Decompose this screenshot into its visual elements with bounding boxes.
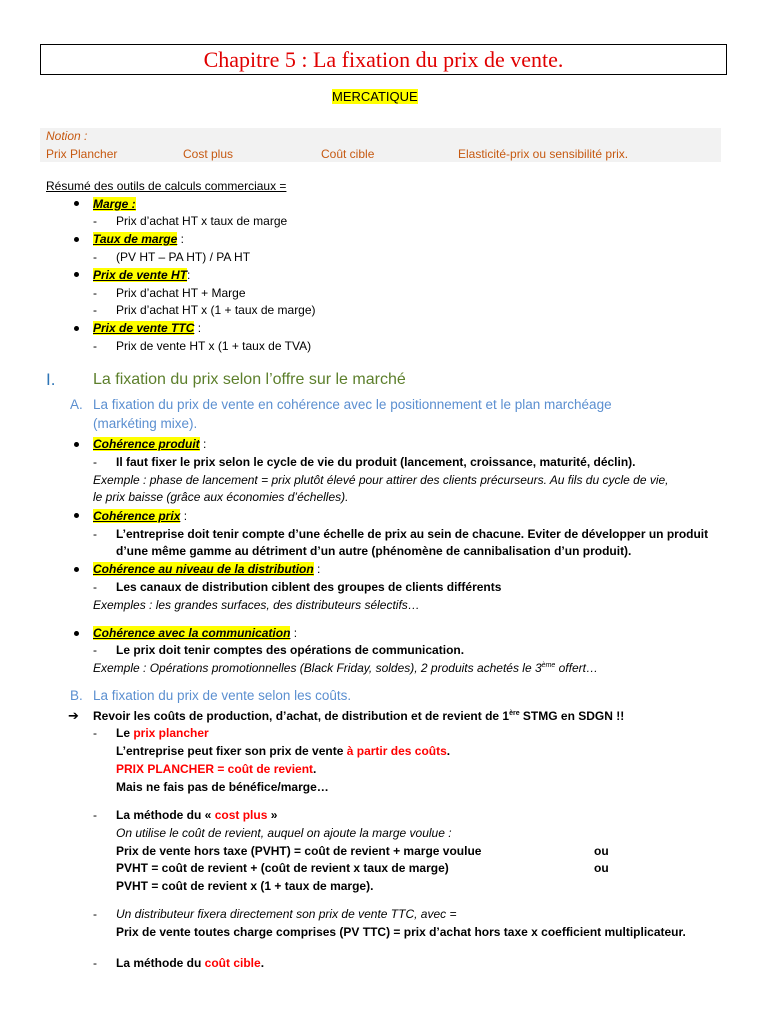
resume-term: Marge : <box>93 197 136 211</box>
notion-label: Notion : <box>46 129 88 143</box>
notion-item: Elasticité-prix ou sensibilité prix. <box>458 147 629 161</box>
plancher-line: L’entreprise peut fixer son prix de vente à partir des coûts. <box>116 744 451 758</box>
subsection-letter: B. <box>70 688 83 703</box>
coherence-example: Exemples : les grandes surfaces, des distributeurs sélectifs… <box>93 598 420 612</box>
costplus-formula: PVHT = coût de revient x (1 + taux de marge). <box>116 879 374 893</box>
dash: - <box>93 455 97 469</box>
section-number: I. <box>46 370 56 389</box>
subsection-title: La fixation du prix de vente selon les coûts. <box>93 688 352 703</box>
dash: - <box>93 286 97 300</box>
coherence-example: le prix baisse (grâce aux économies d’échelles). <box>93 490 349 504</box>
bullet <box>74 272 79 277</box>
coherence-term: Cohérence prix : <box>93 509 188 523</box>
bullet <box>74 326 79 331</box>
costplus-intro: On utilise le coût de revient, auquel on ajoute la marge voulue : <box>116 826 452 840</box>
arrow-icon: ➔ <box>68 708 79 723</box>
bullet <box>74 513 79 518</box>
resume-line: Prix d’achat HT x taux de marge <box>116 214 288 228</box>
coherence-line: Le prix doit tenir comptes des opérations de communication. <box>116 643 465 657</box>
resume-term: Prix de vente HT: <box>93 268 191 282</box>
plancher-heading: Le prix plancher <box>116 726 209 740</box>
section-title: La fixation du prix selon l’offre sur le marché <box>93 371 406 388</box>
coherence-term: Cohérence avec la communication : <box>93 626 298 640</box>
coherence-line: d’une même gamme au détriment d’un autre (phénomène de cannibalisation d’un produit). <box>116 544 632 558</box>
plancher-note: Mais ne fais pas de bénéfice/marge… <box>116 780 329 794</box>
costplus-heading: La méthode du « cost plus » <box>116 808 278 822</box>
bullet <box>74 201 79 206</box>
dash: - <box>93 303 97 317</box>
dash: - <box>93 907 97 921</box>
dash: - <box>93 956 97 970</box>
costplus-formula: Prix de vente hors taxe (PVHT) = coût de revient + marge voulue <box>116 844 482 858</box>
coutcible-heading: La méthode du coût cible. <box>116 956 265 970</box>
notion-item: Coût cible <box>321 147 375 161</box>
or-label: ou <box>594 861 609 875</box>
bullet <box>74 631 79 636</box>
dash: - <box>93 643 97 657</box>
or-label: ou <box>594 844 609 858</box>
dash: - <box>93 580 97 594</box>
resume-term: Prix de vente TTC : <box>93 321 202 335</box>
dash: - <box>93 726 97 740</box>
coherence-term: Cohérence au niveau de la distribution : <box>93 562 321 576</box>
coherence-example: Exemple : phase de lancement = prix plutôt élevé pour attirer des clients précurseurs. Au fils du cycle de vie, <box>93 473 669 487</box>
distributeur-formula: Prix de vente toutes charge comprises (PV TTC) = prix d’achat hors taxe x coefficient multiplicateur. <box>116 925 686 939</box>
subsection-title: La fixation du prix de vente en cohérence avec le positionnement et le plan marchéage <box>93 397 612 412</box>
page-title: Chapitre 5 : La fixation du prix de vente. <box>203 47 564 72</box>
resume-term: Taux de marge : <box>93 232 184 246</box>
dash: - <box>93 250 97 264</box>
subsection-title-cont: (markéting mixe). <box>93 416 198 431</box>
bullet <box>74 237 79 242</box>
resume-line: Prix d’achat HT + Marge <box>116 286 246 300</box>
dash: - <box>93 527 97 541</box>
dash: - <box>93 214 97 228</box>
bullet <box>74 442 79 447</box>
resume-line: Prix d’achat HT x (1 + taux de marge) <box>116 303 316 317</box>
resume-line: (PV HT – PA HT) / PA HT <box>116 250 251 264</box>
subtitle <box>332 89 418 104</box>
coherence-term: Cohérence produit : <box>93 437 207 451</box>
dash: - <box>93 339 97 353</box>
dash: - <box>93 808 97 822</box>
coherence-example: Exemple : Opérations promotionnelles (Black Friday, soldes), 2 produits achetés le 3ème offert… <box>93 661 598 675</box>
coherence-line: L’entreprise doit tenir compte d’une échelle de prix au sein de chacune. Eviter de développer un produit <box>116 527 709 541</box>
title-box <box>40 44 727 75</box>
notion-item: Cost plus <box>183 147 234 161</box>
resume-heading: Résumé des outils de calculs commerciaux = <box>46 179 287 193</box>
resume-line: Prix de vente HT x (1 + taux de TVA) <box>116 339 312 353</box>
reminder-line: Revoir les coûts de production, d’achat, de distribution et de revient de 1ère STMG en SDGN !! <box>93 709 625 723</box>
bullet <box>74 567 79 572</box>
subsection-letter: A. <box>70 397 83 412</box>
costplus-formula: PVHT = coût de revient + (coût de revient x taux de marge) <box>116 861 449 875</box>
coherence-line: Il faut fixer le prix selon le cycle de vie du produit (lancement, croissance, maturité, déclin). <box>116 455 636 469</box>
plancher-formula: PRIX PLANCHER = coût de revient. <box>116 762 317 776</box>
notion-item: Prix Plancher <box>46 147 118 161</box>
subtitle-text: MERCATIQUE <box>332 89 418 104</box>
distributeur-line: Un distributeur fixera directement son prix de vente TTC, avec = <box>116 907 457 921</box>
coherence-line: Les canaux de distribution ciblent des groupes de clients différents <box>116 580 502 594</box>
